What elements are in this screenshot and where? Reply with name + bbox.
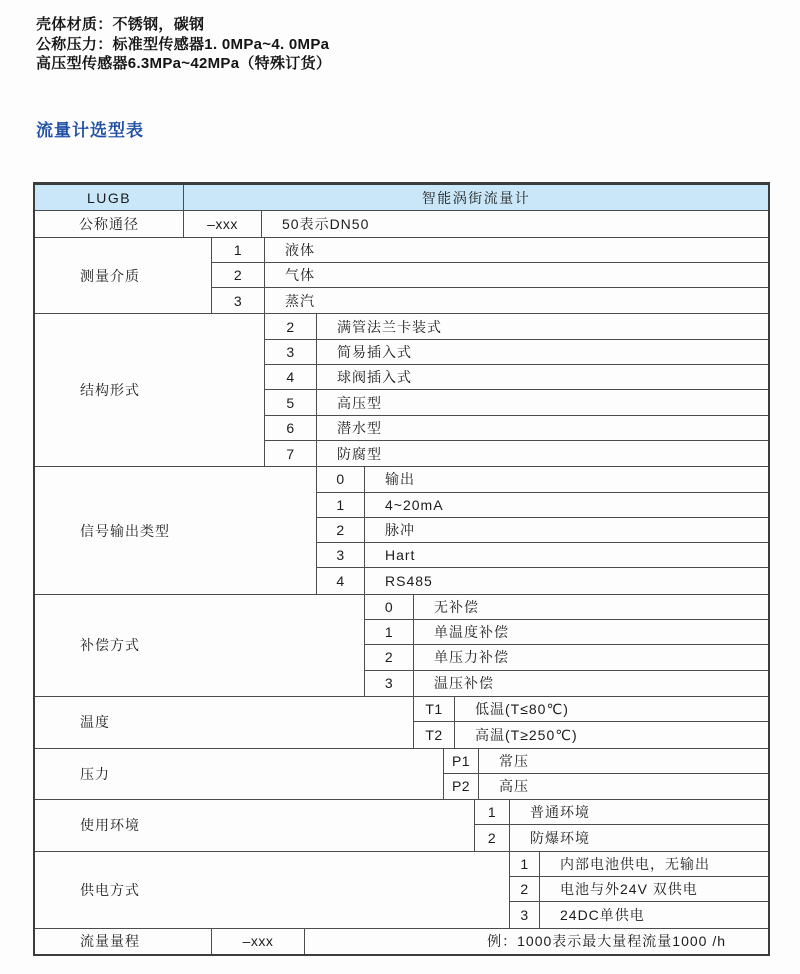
section-label: 公称通径 xyxy=(35,211,184,236)
section-label: 压力 xyxy=(35,749,444,800)
desc-cell: 球阀插入式 xyxy=(337,369,412,386)
section-label: 使用环境 xyxy=(35,800,475,851)
table-row xyxy=(184,211,768,236)
desc-cell: 简易插入式 xyxy=(337,343,412,360)
desc-cell: 潜水型 xyxy=(337,419,382,436)
desc-cell: 电池与外24V 双供电 xyxy=(560,881,698,898)
code-cell: 1 xyxy=(510,852,540,876)
desc-cell: 单压力补偿 xyxy=(434,649,509,666)
table-row xyxy=(265,416,768,441)
code-cell: T2 xyxy=(414,722,455,747)
code-cell: 6 xyxy=(265,416,317,440)
table-row xyxy=(212,263,768,288)
section-flow-range xyxy=(35,929,768,954)
table-row xyxy=(475,800,768,825)
code-cell: –xxx xyxy=(184,211,262,236)
table-row xyxy=(317,543,768,568)
code-cell: 1 xyxy=(475,800,510,824)
code-cell: 2 xyxy=(365,645,414,669)
section-label: 信号输出类型 xyxy=(35,467,317,593)
table-row xyxy=(317,493,768,518)
code-cell: P2 xyxy=(444,774,479,799)
code-cell: 1 xyxy=(317,493,365,517)
table-row xyxy=(414,697,768,722)
table-row xyxy=(317,568,768,593)
desc-cell: 气体 xyxy=(285,267,315,284)
code-cell: 2 xyxy=(212,263,265,287)
desc-cell: Hart xyxy=(385,547,416,564)
code-cell: 2 xyxy=(475,825,510,850)
code-cell: 2 xyxy=(317,518,365,542)
desc-cell: 单温度补偿 xyxy=(434,624,509,641)
section-operating-environment xyxy=(35,800,768,852)
table-row xyxy=(265,314,768,339)
section-nominal-diameter xyxy=(35,211,768,237)
intro-text-block xyxy=(36,15,331,74)
code-cell: 3 xyxy=(212,288,265,313)
code-cell: 0 xyxy=(317,467,365,491)
desc-cell: 高压 xyxy=(499,778,529,795)
table-row xyxy=(212,238,768,263)
desc-cell: 常压 xyxy=(499,752,529,769)
table-row xyxy=(265,340,768,365)
section-label: 温度 xyxy=(35,697,414,748)
section-label: 结构形式 xyxy=(35,314,265,466)
code-cell: 3 xyxy=(317,543,365,567)
table-row xyxy=(265,441,768,466)
table-row xyxy=(265,390,768,415)
desc-cell: RS485 xyxy=(385,573,433,590)
table-row xyxy=(510,902,768,927)
table-row xyxy=(510,877,768,902)
section-compensation-mode xyxy=(35,595,768,697)
code-cell: 1 xyxy=(365,620,414,644)
desc-cell: 输出 xyxy=(385,471,415,488)
code-cell: 3 xyxy=(510,902,540,927)
desc-cell: 24DC单供电 xyxy=(560,906,645,923)
code-cell: 3 xyxy=(265,340,317,364)
intro-line-shell-material: 壳体材质：不锈钢，碳钢 xyxy=(36,16,205,33)
code-cell: P1 xyxy=(444,749,479,773)
code-cell: 3 xyxy=(365,671,414,696)
desc-cell: 防腐型 xyxy=(337,445,382,462)
desc-cell: 高压型 xyxy=(337,394,382,411)
code-cell: 4 xyxy=(265,365,317,389)
desc-cell: 满管法兰卡装式 xyxy=(337,318,442,335)
desc-cell: 50表示DN50 xyxy=(282,215,370,232)
desc-cell: 脉冲 xyxy=(385,522,415,538)
table-row xyxy=(510,852,768,877)
table-row xyxy=(317,467,768,492)
desc-cell: 防爆环境 xyxy=(530,830,590,847)
desc-cell: 内部电池供电，无输出 xyxy=(560,855,710,872)
table-row xyxy=(317,518,768,543)
desc-cell: 例：1000表示最大量程流量1000 /h xyxy=(487,933,726,950)
table-row xyxy=(365,595,768,620)
table-row xyxy=(414,722,768,747)
code-cell: T1 xyxy=(414,697,455,721)
section-label: 流量量程 xyxy=(35,929,212,954)
table-row xyxy=(365,671,768,696)
code-cell: 5 xyxy=(265,390,317,414)
code-cell: 2 xyxy=(265,314,317,338)
section-structure-type xyxy=(35,314,768,467)
section-label: 供电方式 xyxy=(35,852,510,928)
table-row xyxy=(265,365,768,390)
code-cell: 0 xyxy=(365,595,414,619)
table-row xyxy=(444,774,768,799)
header-cell-product: 智能涡街流量计 xyxy=(184,185,768,210)
section-signal-output-type xyxy=(35,467,768,594)
table-row xyxy=(212,929,768,954)
desc-cell: 低温(T≤80℃) xyxy=(475,701,569,718)
model-selection-table xyxy=(33,182,770,956)
section-temperature xyxy=(35,697,768,749)
desc-cell: 温压补偿 xyxy=(434,675,494,692)
table-row xyxy=(444,749,768,774)
section-label: 补偿方式 xyxy=(35,595,365,696)
table-header-row xyxy=(35,185,768,211)
table-row xyxy=(365,645,768,670)
code-cell: 4 xyxy=(317,568,365,593)
code-cell: 1 xyxy=(212,238,265,262)
desc-cell: 高温(T≥250℃) xyxy=(475,726,578,743)
code-cell: 7 xyxy=(265,441,317,466)
header-cell-model: LUGB xyxy=(35,185,184,210)
desc-cell: 4~20mA xyxy=(385,496,444,513)
desc-cell: 蒸汽 xyxy=(285,292,315,309)
desc-cell: 无补偿 xyxy=(434,598,479,615)
section-pressure xyxy=(35,749,768,801)
intro-line-nominal-pressure: 公称压力：标准型传感器1. 0MPa~4. 0MPa xyxy=(36,35,330,53)
section-label: 测量介质 xyxy=(35,238,212,314)
code-cell: –xxx xyxy=(212,929,305,954)
code-cell: 2 xyxy=(510,877,540,901)
table-row xyxy=(365,620,768,645)
table-row xyxy=(212,288,768,313)
section-measured-medium xyxy=(35,238,768,315)
section-power-supply xyxy=(35,852,768,929)
intro-line-high-pressure-sensor: 高压型传感器6.3MPa~42MPa（特殊订货） xyxy=(36,55,332,72)
desc-cell: 液体 xyxy=(285,241,315,258)
table-row xyxy=(475,825,768,850)
desc-cell: 普通环境 xyxy=(530,804,590,821)
page-title: 流量计选型表 xyxy=(36,121,144,140)
